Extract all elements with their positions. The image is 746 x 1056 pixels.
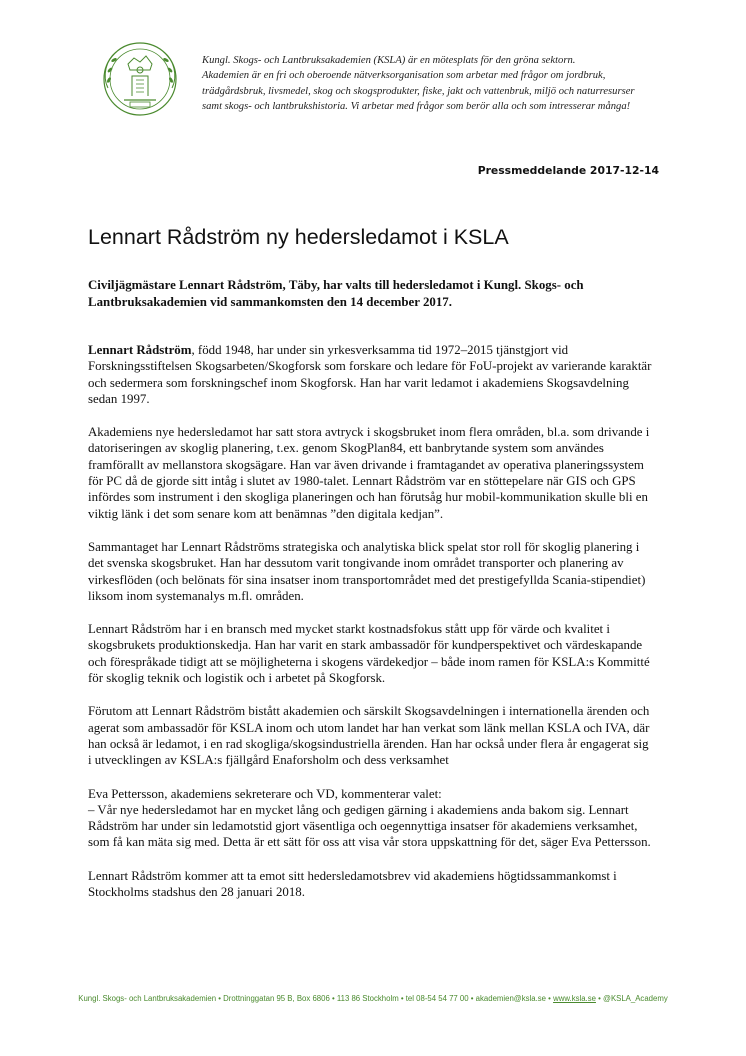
paragraph: Lennart Rådström kommer att ta emot sitt hedersledamotsbrev vid akademiens högtidssammankomst i Stockholms stadshus den 28 januari 2018. (88, 868, 617, 900)
paragraph-text: , född 1948, har under sin yrkesverksamma tid 1972–2015 tjänstgjort vid Forskningsstiftelsen Skogsarbeten/Skogforsk som forskare och ledare för FoU-projekt av varierande karaktär och sedermera som forskningschef inom Skogforsk. Han har varit ledamot i akademiens Skogsavdelning sedan 1997. (88, 343, 652, 406)
ksla-seal-icon (100, 40, 180, 118)
footer-text: • @KSLA_Academy (595, 994, 668, 1003)
website-link[interactable]: www.ksla.se (553, 994, 596, 1003)
paragraph: Sammantaget har Lennart Rådströms strategiska och analytiska blick spelat stor roll för skoglig planering i det svenska skogsbruket. Han har dessutom varit tongivande inom området transporter och planering av virkesflöden (och belönats för sina insatser inom transportområdet med det prestigefyllda Scania-stipendiet) liksom inom systemanalys m.fl. områden. (88, 539, 646, 603)
intro-line: samt skogs- och lantbrukshistoria. Vi arbetar med frågor som berör alla och som intresserar många! (202, 100, 631, 112)
person-name: Lennart Rådström (88, 343, 192, 357)
intro-line: Kungl. Skogs- och Lantbruksakademien (KSLA) är en mötesplats för den gröna sektorn. (202, 55, 576, 66)
paragraph: Akademiens nye hedersledamot har satt stora avtryck i skogsbruket inom flera områden, bl.a. som drivande i datoriseringen av skoglig planering, t.ex. genom SkogPlan84, ett banbrytande system som användes framförallt av mellanstora skogsägare. Han var även drivande i framtagandet av operativa planeringssystem för PC då de gjorde sitt intåg i slutet av 1980-talet. Lennart Rådström var en stöttepelare när GIS och GPS infördes som instrument i den skogliga planeringen och han förutsåg hur mobil-kommunikation skulle bli en viktig länk i det som senare kom att benämnas ”den digitala kedjan”. (88, 425, 650, 521)
intro-line: trädgårdsbruk, livsmedel, skog och skogsprodukter, fiske, jakt och vattenbruk, miljö och naturresurser (202, 85, 635, 97)
press-release-date: Pressmeddelande 2017-12-14 (477, 164, 659, 177)
footer-text: Kungl. Skogs- och Lantbruksakademien • Drottninggatan 95 B, Box 6806 • 113 86 Stockholm • tel 08-54 54 77 00 • akademien@ksla.se • (78, 994, 554, 1003)
page-title: Lennart Rådström ny hedersledamot i KSLA (88, 225, 509, 249)
paragraph-text: Eva Pettersson, akademiens sekreterare och VD, kommenterar valet: (88, 786, 442, 801)
footer (0, 994, 746, 1003)
intro-line: Akademien är en fri och oberoende nätverksorganisation som arbetar med frågor om jordbruk, (202, 70, 606, 82)
paragraph (88, 786, 653, 851)
paragraph (88, 342, 653, 407)
paragraph: Förutom att Lennart Rådström bistått akademien och särskilt Skogsavdelningen i internationella ärenden och agerat som ambassadör för KSLA inom och utom landet har han verkat som länk mellan KSLA och IVA, där han också är ledamot, i en rad skogliga/skogsindustriella ärenden. Han har också under flera år engagerat sig i utvecklingen av KSLA:s fjällgård Enaforsholm och dess verksamhet (88, 704, 650, 768)
lead-paragraph: Civiljägmästare Lennart Rådström, Täby, har valts till hedersledamot i Kungl. Skogs- och Lantbruksakademien vid sammankomsten den 14 december 2017. (88, 278, 584, 309)
intro-text (202, 53, 722, 114)
article-body (88, 342, 653, 917)
paragraph: Lennart Rådström har i en bransch med mycket starkt kostnadsfokus stått upp för värde och kvalitet i skogsbrukets produktionskedja. Han har varit en stark ambassadör för kundperspektivet och värdeskapande och förespråkade tidigt att se möjligheterna i skogens värdekedjor – både inom ramen för KSLA:s Kommitté för skoglig teknik och logistik och i arbetet på Skogforsk. (88, 622, 650, 686)
quote-text: – Vår nye hedersledamot har en mycket lång och gedigen gärning i akademiens anda bakom sig. Lennart Rådström har under sin ledamotstid gjort väsentliga och oegennyttiga insatser för akademiens verksamhet, som få kan mäta sig med. Detta är ett sätt för oss att visa vår stora uppskattning för det, säger Eva Pettersson. (88, 802, 651, 850)
